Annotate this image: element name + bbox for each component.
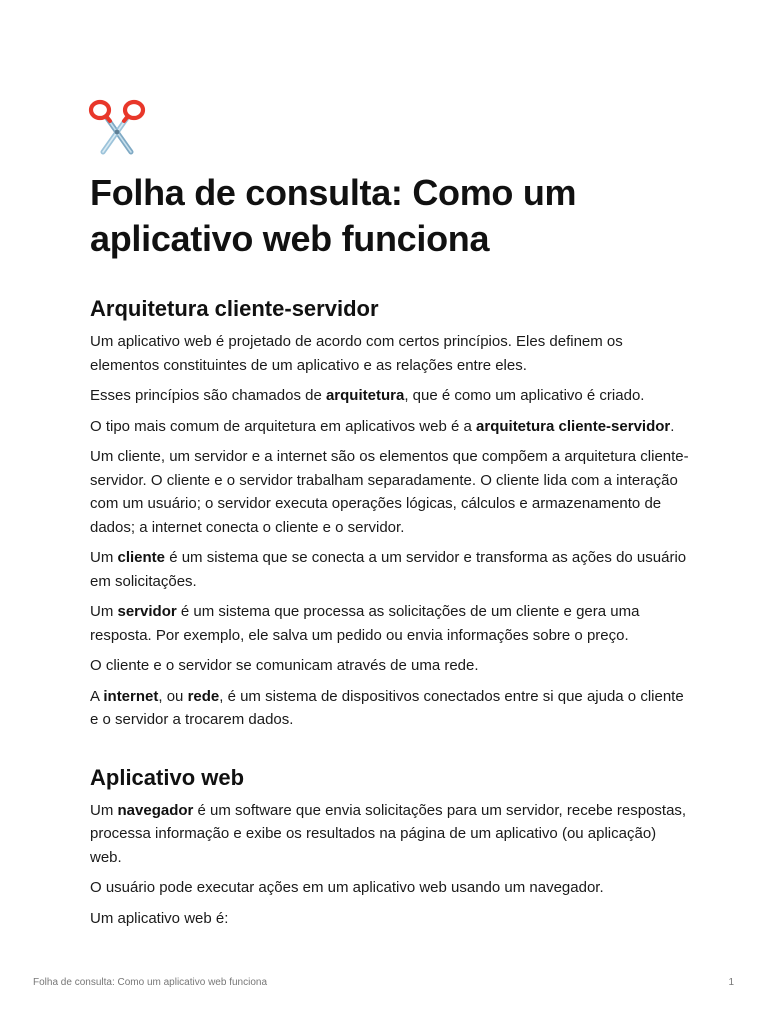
page-title: Folha de consulta: Como um aplicativo web funciona [90, 172, 577, 259]
term-bold: rede [187, 687, 220, 705]
term-bold: arquitetura [325, 387, 405, 404]
term-bold: cliente [117, 549, 166, 566]
paragraph: Um aplicativo web é: [90, 909, 229, 927]
term-bold: servidor [117, 603, 177, 620]
paragraph: Um navegador é um software que envia solicitações para um servidor, recebe respostas, processa informação e exibe os resultados na página de um aplicativo (ou aplicação) web. [90, 801, 687, 866]
footer-title: Folha de consulta: Como um aplicativo web funciona [33, 977, 268, 988]
paragraph: O cliente e o servidor se comunicam através de uma rede. [90, 657, 479, 674]
document-page [90, 96, 690, 937]
section-heading-web-app: Aplicativo web [90, 764, 245, 790]
paragraph: Um cliente, um servidor e a internet são os elementos que compõem a arquitetura cliente-servidor. O cliente e o servidor trabalham separadamente. O cliente lida com a interação com um usuário; o servidor executa operações lógicas, cálculos e armazenamento de dados; a internet conecta o cliente e o servidor. [90, 448, 689, 536]
scissors-icon [87, 96, 147, 156]
term-bold: internet [103, 687, 159, 705]
paragraph: Um cliente é um sistema que se conecta a um servidor e transforma as ações do usuário em solicitações. [90, 549, 687, 590]
paragraph: A internet, ou rede, é um sistema de dispositivos conectados entre si que ajuda o cliente e o servidor a trocarem dados. [90, 687, 684, 728]
paragraph: Esses princípios são chamados de arquitetura, que é como um aplicativo é criado. [90, 387, 645, 404]
section-heading-architecture: Arquitetura cliente-servidor [90, 296, 379, 321]
paragraph: O usuário pode executar ações em um aplicativo web usando um navegador. [90, 879, 604, 896]
page-number: 1 [728, 977, 734, 988]
paragraph: Um aplicativo web é projetado de acordo com certos princípios. Eles definem os elementos constituintes de um aplicativo e as relações entre eles. [90, 333, 623, 374]
term-bold: navegador [117, 801, 194, 819]
paragraph: O tipo mais comum de arquitetura em aplicativos web é a arquitetura cliente-servidor. [90, 417, 675, 435]
paragraph: Um servidor é um sistema que processa as solicitações de um cliente e gera uma resposta. Por exemplo, ele salva um pedido ou envia informações sobre o preço. [90, 603, 640, 644]
term-bold: arquitetura cliente-servidor [476, 417, 671, 435]
